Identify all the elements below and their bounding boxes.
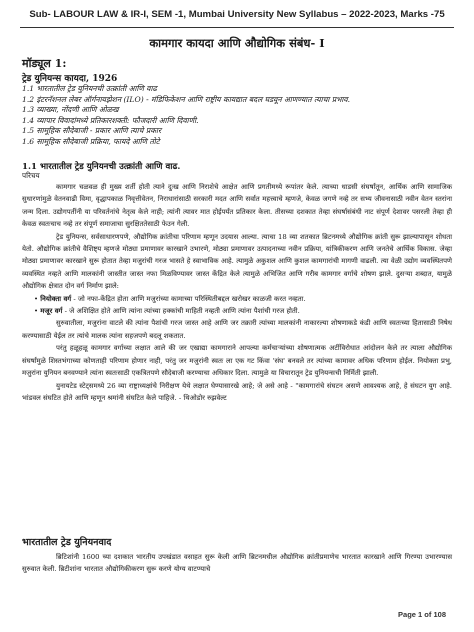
section-heading-trade-unionism: भारतातील ट्रेड युनियनवाद [22,537,112,548]
header-divider [20,27,454,28]
page-header: Sub- LABOUR LAW & IR-I, SEM -1, Mumbai University New Syllabus – 2022-2023, Marks -75 [29,9,445,20]
paragraph: परंतु हळूहळू कामगार वर्गाच्या लक्षात आले की जर एखाद्या कामगाराने आपल्या कर्मचाऱ्यांच्या शोषणात्मक अटींविरोधात आंदोलन केले तर त्याला औद्योगिक संघर्षांमुळे शिस्तभंगाच्या कोणताही परिणाम होणार नाही, परंतु जर मजुरांनी स्वतः ला एक गट किंवा 'संघ' बनवले तर त्यांच्या कामावर अधिक परिणाम होईल. नियोक्ता प्रभु, मजुरांना युनियन बनवण्याने त्यांना स्वतःसाठी एकत्रितपणे सौदेबाजी करण्याचा अधिकार दिला. त्यामुळे या विचारातून ट्रेड युनियन्सची निर्मिती झाली. [22,344,452,378]
toc-item: 1.1 भारतातील ट्रेड युनियनची उत्क्रांती आणि वाढ [22,84,157,93]
table-of-contents [22,84,452,148]
bullet-employers: • नियोक्ता वर्ग - जो नफा-केंद्रित होता आणि मजुरांच्या कामाच्या परिस्थितीबद्दल खरोखर काळजी करत नव्हता. [34,294,306,303]
toc-item: 1.5 सामूहिक सौदेबाजी - प्रकार आणि त्याचे प्रकार [22,126,162,136]
toc-item: 1.3 व्याख्या, नोंदणी आणि ओळख [22,105,119,115]
act-heading: ट्रेड युनियन्स कायदा, 1926 [22,74,118,84]
toc-item: 1.4 व्यापार विवादांमध्ये प्रतिकारशक्ती: फौजदारी आणि दिवाणी. [22,115,199,125]
paragraph: ब्रिटिशांनी 1600 च्या दशकात भारतीय उपखंडात वसाहत सुरू केली आणि ब्रिटनमधील औद्योगिक क्रांतीप्रमाणेच भारतात कारखाने आणि गिरण्या उभारण्यास सुरुवात केली. ब्रिटीशांना भारतात औद्योगिकीकरण सुरू करणे योग्य वाटण्याचे [22,553,452,574]
section-heading-1-1: 1.1 भारतातील ट्रेड युनियनची उत्क्रांती आणि वाढ. [22,162,181,172]
bullet-employers-label: नियोक्ता वर्ग [40,294,72,303]
module-heading: मॉड्यूल 1: [22,57,67,70]
body-text [22,181,452,404]
bullet-labour-label: मजूर वर्ग [40,307,63,316]
paragraph: ट्रेड युनियन्स, सर्वसाधारणपणे, औद्योगिक क्रांतीचा परिणाम म्हणून उदयास आल्या. त्याचा 18 व्या शतकात ब्रिटनमध्ये औद्योगिक क्रांती सुरू झाल्यापासून शोधता येतो. औद्योगिक क्रांतीचे वैशिष्ट्य म्हणजे मोठ्या प्रमाणावर कारखाने उभारणे, मोठ्या प्रमाणावर उत्पादनाच्या नवीन प्रक्रिया, यांत्रिकीकरण आणि जनतेचे आर्थिक विकास. जेव्हा मोठ्या प्रमाणावर कारखाने सुरू होतात तेव्हा मजुरांची गरज भासते हे स्वाभाविक आहे. त्यामुळे अकुशल आणि कुशल कामगारांची मागणी वाढली. त्या वेळी उद्योग व्यवस्थितपणे व्यवस्थित नव्हते आणि मालकांनी जास्तीत जास्त नफा मिळविण्यावर जास्त केंद्रित केले त्यामुळे अभिजित आणि गरीब कामगार वर्गाचे शोषण झाले. दुसऱ्या शब्दात, यामुळे औद्योगिक क्षेत्रात दोन वर्ग निर्माण झाले: [22,232,452,291]
toc-item: 1.2 इंटरनॅशनल लेबर ऑर्गनायझेशन (ILO) - मंडिफिकेशन आणि राष्ट्रीय कायद्यात बदल घडवून आणण्यात त्याचा प्रभाव. [22,94,351,104]
paragraph: सुरुवातीला, मजुरांना वाटले की त्यांना पैशांची गरज जास्त आहे आणि जर तक्रारी त्यांच्या मालकांनी नाकारल्या शोषणाकडे कंडी आणि स्वतःच्या हितासाठी निषेध करण्यासाठी येईल तर त्यांचे मालक त्यांना सहजपणे बदलू शकतात. [22,319,452,340]
page-title: कामगार कायदा आणि औद्योगिक संबंध- I [149,36,325,50]
paragraph: कामगार चळवळ ही मुख्य शर्ती होती त्याने दुःख आणि निराशेचे आक्षेत आणि प्रगतीमध्ये रूपांतर केले. त्याच्या धाडसी संघर्षांतून, आर्थिक आणि सामाजिक सुधारणांमुळे वेतनवाढी विमा, वृद्धापकाळ निवृत्तीवेतन, निराधारांसाठी सरकारी मदत आणि सर्वात महत्त्वाचे म्हणजे, केवळ जगणे नव्हे तर सभ्य जीवनासाठी नवीन वेतन स्तरांना जन्म दिला. उद्योगपतींनी या परिवर्तनांचे नेतृत्व केले नाही; त्यांनी त्यावर मात होईपर्यंत प्रतिकार केला. तीसच्या दशकात तेव्हा संघर्षासंबंधी नाट संपूर्ण देशावर पसरली तेव्हा ही केवळ स्वतःचाच नव्हे तर संपूर्ण समाजाचा सुरक्षिततेसाठी फेउन गेली. [22,183,452,229]
page-number: Page 1 of 108 [398,610,446,619]
bullet-labour: • मजूर वर्ग - जे अशिक्षित होते आणि त्यांना त्यांच्या हक्कांची माहिती नव्हती आणि त्यांना पैशांची गरज होती. [34,307,300,316]
paragraph: युनायटेड स्टेट्समध्ये 26 व्या राष्ट्राध्यक्षांचे निरीक्षण येथे लक्षात घेण्यासारखे आहे; जे असे आहे - "कामगारांचे संघटन असणे आवश्यक आहे, हे संघटन युग आहे. भांडवल संघटित होते आणि म्हणून श्रमांनी संघटित केले पाहिजे. - थिओडोर रुझवेल्ट [22,381,452,402]
bullet-labour-text: - जे अशिक्षित होते आणि त्यांना त्यांच्या हक्कांची माहिती नव्हती आणि त्यांना पैशांची गरज होती. [64,307,300,316]
intro-label: परिचय [22,171,40,180]
toc-item: 1.6 सामूहिक सौदेबाजी प्रक्रिया, फायदे आणि तोटे [22,136,160,146]
body-text-2 [22,551,452,576]
bullet-employers-text: - जो नफा-केंद्रित होता आणि मजुरांच्या कामाच्या परिस्थितीबद्दल खरोखर काळजी करत नव्हता. [73,294,306,303]
